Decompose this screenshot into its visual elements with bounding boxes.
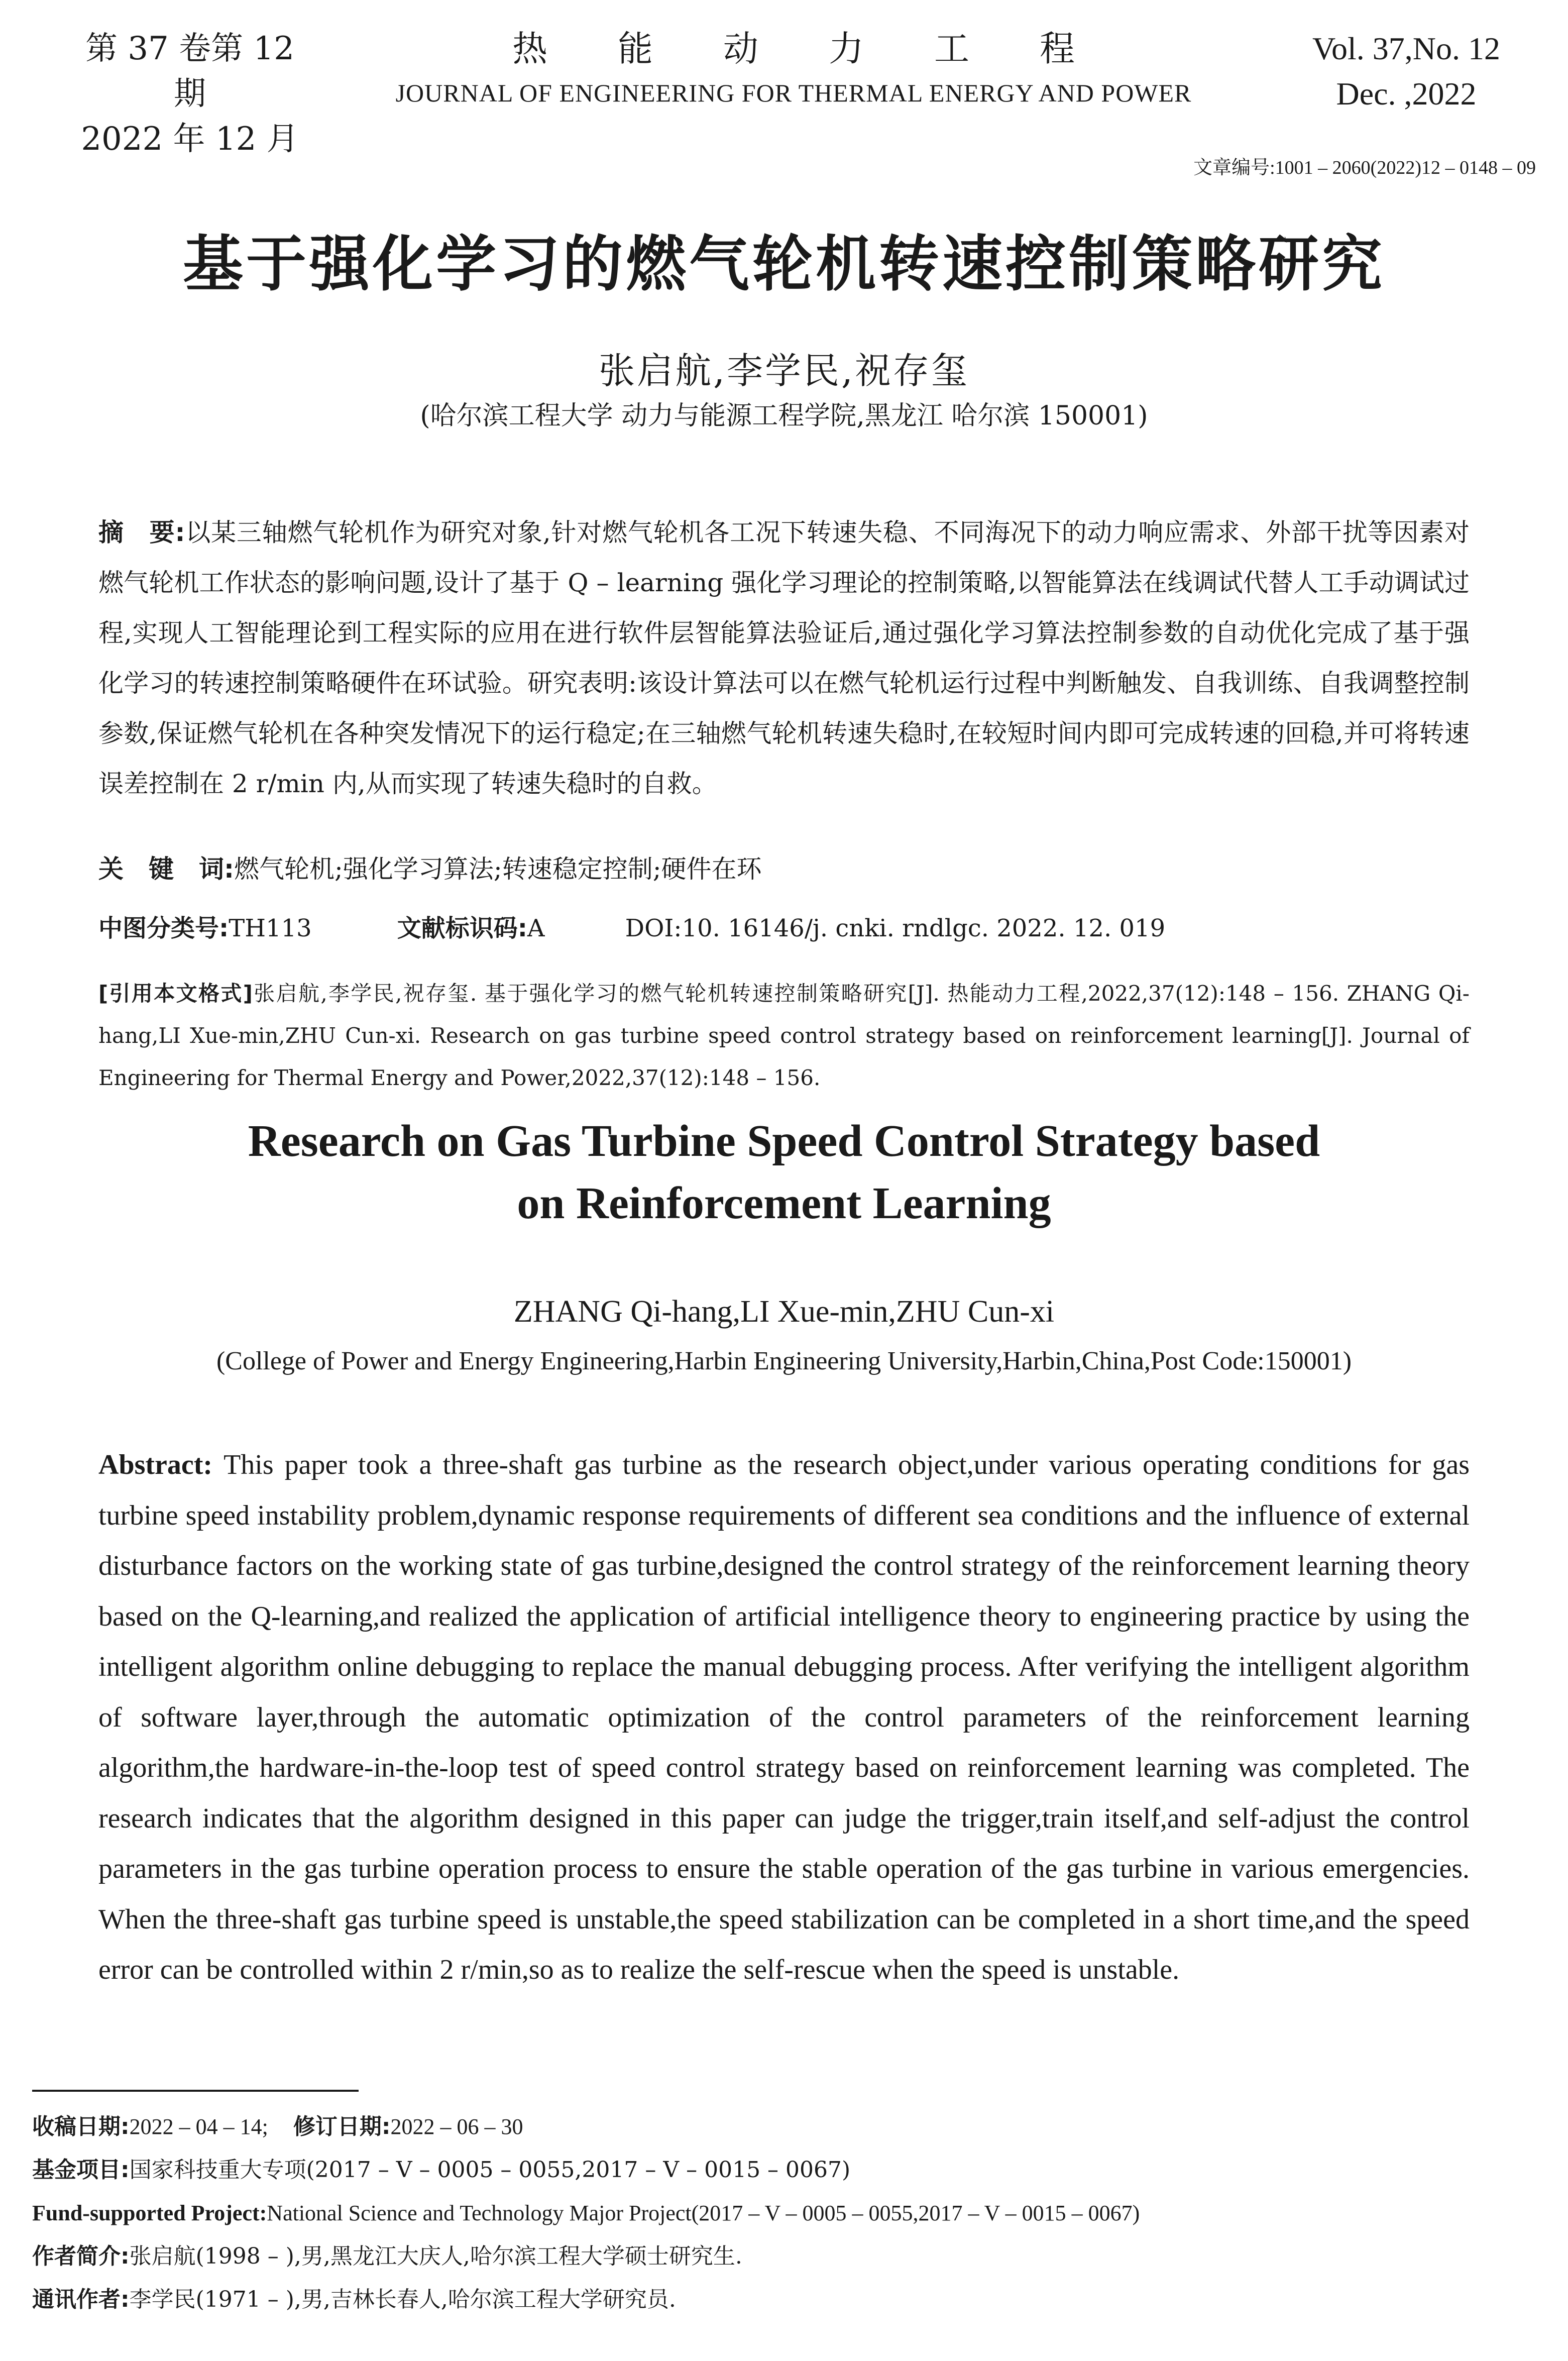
author-bio-value: 张启航(1998 – ),男,黑龙江大庆人,哈尔滨工程大学硕士研究生.	[129, 2243, 742, 2269]
citation-label: [引用本文格式]	[98, 981, 253, 1006]
citation	[98, 973, 1470, 1099]
footnote-corresponding	[32, 2281, 1539, 2319]
authors-cn: 张启航,李学民,祝存玺	[599, 350, 969, 392]
doc-code-label: 文献标识码:	[397, 914, 527, 942]
footnote-divider	[32, 2090, 359, 2092]
fund-en-value: National Science and Technology Major Project(2017 – V – 0005 – 0055,2017 – V – 0015 – 0067)	[267, 2201, 1140, 2225]
abstract-en	[98, 1440, 1470, 1995]
doc-code-value: A	[527, 914, 545, 942]
keywords-cn-text: 燃气轮机;强化学习算法;转速稳定控制;硬件在环	[234, 854, 762, 884]
paper-title-en-line1: Research on Gas Turbine Speed Control Strategy based	[248, 1116, 1320, 1166]
clc-value: TH113	[229, 914, 312, 942]
affiliation-cn: (哈尔滨工程大学 动力与能源工程学院,黑龙江 哈尔滨 150001)	[420, 401, 1148, 431]
corresponding-value: 李学民(1971 – ),男,吉林长春人,哈尔滨工程大学研究员.	[129, 2287, 676, 2312]
footnote-author	[32, 2237, 1539, 2276]
authors-en: ZHANG Qi-hang,LI Xue-min,ZHU Cun-xi	[513, 1295, 1055, 1329]
fund-cn-value: 国家科技重大专项(2017 – V – 0005 – 0055,2017 – V – 0015 – 0067)	[129, 2157, 851, 2183]
volume-en: Vol. 37,No. 12	[1312, 31, 1500, 66]
volume-cn: 第 37 卷第 12 期	[85, 30, 294, 113]
header-center	[372, 26, 1215, 115]
corresponding-label: 通讯作者:	[32, 2287, 130, 2312]
paper-title-en-line2: on Reinforcement Learning	[517, 1178, 1051, 1228]
journal-title-cn: 热能动力工程	[512, 28, 1145, 69]
classification-row	[98, 908, 1470, 948]
affiliation-en: (College of Power and Energy Engineering,Harbin Engineering University,Harbin,China,Post Code:150001)	[216, 1347, 1352, 1375]
header-right	[1276, 26, 1537, 117]
revised-label: 修订日期:	[293, 2114, 391, 2139]
abstract-cn	[98, 507, 1470, 809]
received-label: 收稿日期:	[32, 2114, 130, 2139]
date-en: Dec. ,2022	[1336, 76, 1477, 112]
doi: DOI:10. 16146/j. cnki. rndlgc. 2022. 12. 019	[625, 914, 1166, 942]
keywords-cn	[98, 849, 1470, 889]
abstract-cn-text: 以某三轴燃气轮机作为研究对象,针对燃气轮机各工况下转速失稳、不同海况下的动力响应需求、外部干扰等因素对燃气轮机工作状态的影响问题,设计了基于 Q – learning 强化学习理论的控制策略,以智能算法在线调试代替人工手动调试过程,实现人工智能理论到工程实际的应用在进行软件层智能算法验证后,通过强化学习算法控制参数的自动优化完成了基于强化学习的转速控制策略硬件在环试验。研究表明:该设计算法可以在燃气轮机运行过程中判断触发、自我训练、自我调整控制参数,保证燃气轮机在各种突发情况下的运行稳定;在三轴燃气轮机转速失稳时,在较短时间内即可完成转速的回稳,并可将转速误差控制在 2 r/min 内,从而实现了转速失稳时的自救。	[98, 518, 1470, 798]
date-cn: 2022 年 12 月	[81, 121, 299, 158]
paper-title-cn: 基于强化学习的燃气轮机转速控制策略研究	[183, 230, 1385, 299]
clc-label: 中图分类号:	[98, 914, 229, 942]
citation-text: 张启航,李学民,祝存玺. 基于强化学习的燃气轮机转速控制策略研究[J]. 热能动力工程,2022,37(12):148 – 156. ZHANG Qi-hang,LI Xue-min,ZHU Cun-xi. Research on gas turbine speed control strategy based on reinforcement learning[J]. Journal of Engineering for Thermal Energy and Power,2022,37(12):148 – 156.	[98, 981, 1470, 1090]
footnote-fund-en	[32, 2194, 1539, 2232]
fund-cn-label: 基金项目:	[32, 2157, 130, 2183]
received-value: 2022 – 04 – 14;	[129, 2114, 268, 2139]
footnote-dates	[32, 2108, 1539, 2146]
author-bio-label: 作者简介:	[32, 2243, 130, 2269]
revised-value: 2022 – 06 – 30	[390, 2114, 523, 2139]
article-number: 文章编号:1001 – 2060(2022)12 – 0148 – 09	[1193, 157, 1536, 178]
abstract-en-label: Abstract:	[98, 1449, 213, 1480]
abstract-cn-label: 摘 要:	[98, 518, 185, 547]
footnote-fund-cn	[32, 2151, 1539, 2189]
abstract-en-text: This paper took a three-shaft gas turbine as the research object,under various operating conditions for gas turbine speed instability problem,dynamic response requirements of different sea conditions and the influence of external disturbance factors on the working state of gas turbine,designed the control strategy of the reinforcement learning theory based on the Q-learning,and realized the application of artificial intelligence theory to engineering practice by using the intelligent algorithm online debugging to replace the manual debugging process. After verifying the intelligent algorithm of software layer,through the automatic optimization of the control parameters of the reinforcement learning algorithm,the hardware-in-the-loop test of speed control strategy based on reinforcement learning was completed. The research indicates that the algorithm designed in this paper can judge the trigger,train itself,and self-adjust the control parameters in the gas turbine operation process to ensure the stable operation of the gas turbine in various emergencies. When the three-shaft gas turbine speed is unstable,the speed stabilization can be completed in a short time,and the speed error can be controlled within 2 r/min,so as to realize the self-rescue when the speed is unstable.	[98, 1449, 1470, 1985]
keywords-cn-label: 关 键 词:	[98, 854, 234, 884]
fund-en-label: Fund-supported Project:	[32, 2201, 267, 2225]
paper-title-en	[0, 1110, 1568, 1235]
header-left	[64, 26, 315, 162]
journal-title-en: JOURNAL OF ENGINEERING FOR THERMAL ENERGY AND POWER	[395, 79, 1192, 107]
